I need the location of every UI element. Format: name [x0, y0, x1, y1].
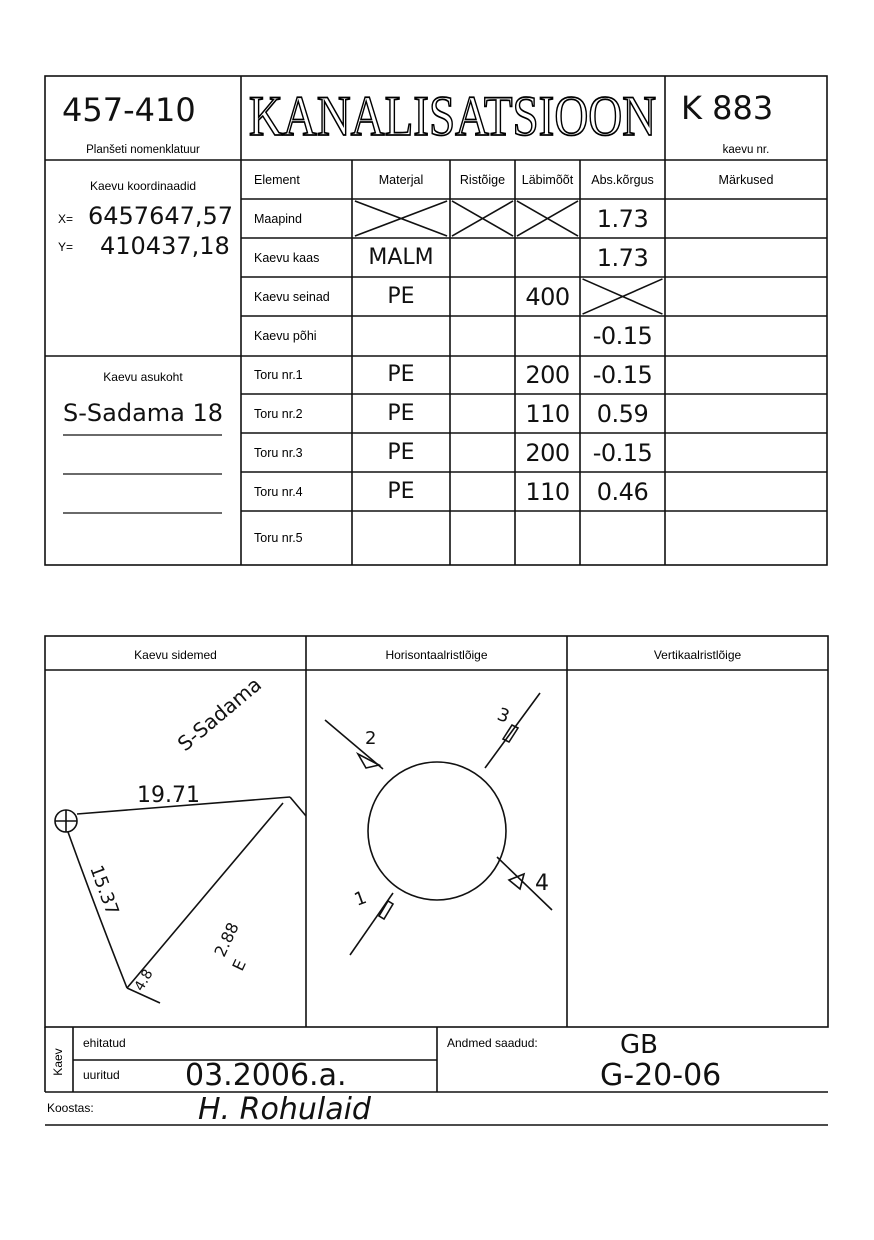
table-row: [242, 472, 827, 511]
table-row: [242, 394, 827, 433]
material-cell: [352, 238, 450, 277]
remarks-cell: [665, 511, 827, 564]
remarks-cell: [665, 433, 827, 472]
material-value: PE: [387, 284, 415, 309]
data-received-initials: GB: [620, 1030, 658, 1060]
table-row: [242, 277, 827, 316]
cross-section-cell: [450, 472, 515, 511]
material-value: PE: [387, 362, 415, 387]
material-value: MALM: [368, 245, 434, 270]
abs-height-cell: [580, 511, 665, 564]
table-row: [242, 238, 827, 277]
material-cell: [352, 394, 450, 433]
remarks-cell: [665, 355, 827, 394]
cross-section-cell: [450, 511, 515, 564]
ties-sketch: [55, 672, 306, 1003]
material-cell: [352, 199, 450, 238]
pipe-1: [350, 887, 393, 955]
connections-table-grid: [45, 636, 828, 1027]
element-name: Toru nr.1: [254, 367, 303, 382]
crossed-mark: [352, 199, 450, 238]
diameter-cell: [515, 199, 580, 238]
remarks-cell: [665, 316, 827, 355]
diameter-cell: [515, 394, 580, 433]
pipe-label-4: 4: [535, 871, 549, 896]
x-coordinate-value: 6457647,57: [88, 202, 234, 230]
cross-section-cell: [450, 238, 515, 277]
crossed-mark: [580, 277, 665, 316]
element-name: Kaevu põhi: [254, 328, 317, 343]
abs-height-value: 1.73: [596, 204, 649, 233]
abs-height-value: -0.15: [592, 360, 653, 389]
page-title: KANALISATSIOON: [248, 84, 657, 149]
pipe-4: [497, 857, 552, 910]
material-cell: [352, 511, 450, 564]
horizontal-section-sketch: [325, 693, 552, 955]
abs-height-cell: [580, 472, 665, 511]
diameter-value: 400: [525, 282, 570, 311]
diameter-value: 200: [525, 360, 570, 389]
header-element: Element: [254, 172, 300, 187]
table-row: [242, 511, 827, 564]
abs-height-cell: [580, 316, 665, 355]
cross-section-cell: [450, 277, 515, 316]
material-value: PE: [387, 479, 415, 504]
well-label-vertical: Kaev: [51, 1048, 65, 1076]
y-prefix: Y=: [58, 240, 74, 254]
remarks-cell: [665, 199, 827, 238]
vertical-section-header: Vertikaalristlõige: [653, 648, 742, 662]
well-number: K 883: [681, 89, 774, 127]
x-prefix: X=: [58, 212, 74, 226]
diameter-cell: [515, 433, 580, 472]
remarks-cell: [665, 238, 827, 277]
material-cell: [352, 277, 450, 316]
data-received-date: G-20-06: [600, 1058, 722, 1093]
element-name: Toru nr.2: [254, 406, 303, 421]
sheet-label: Planšeti nomenklatuur: [86, 144, 200, 156]
remarks-cell: [665, 277, 827, 316]
header-material: Materjal: [378, 172, 424, 187]
material-cell: [352, 472, 450, 511]
diameter-value: 110: [525, 399, 570, 428]
element-name: Toru nr.4: [254, 484, 303, 499]
header-abs-height: Abs.kõrgus: [591, 172, 654, 187]
street-label: S-Sadama: [172, 672, 267, 756]
well-label: kaevu nr.: [722, 144, 770, 156]
header-remarks: Märkused: [718, 172, 774, 187]
remarks-cell: [665, 472, 827, 511]
element-name: Kaevu seinad: [254, 289, 330, 304]
cross-section-cell: [450, 199, 515, 238]
y-coordinate-value: 410437,18: [100, 232, 230, 260]
abs-height-cell: [580, 433, 665, 472]
abs-height-cell: [580, 238, 665, 277]
diameter-cell: [515, 511, 580, 564]
built-label: ehitatud: [83, 1036, 126, 1050]
table-header-row: [242, 160, 827, 199]
compiled-label: Koostas:: [47, 1101, 94, 1115]
element-name: Kaevu kaas: [254, 250, 320, 265]
table-row: [242, 355, 827, 394]
abs-height-cell: [580, 355, 665, 394]
compiled-by-signature: H. Rohulaid: [198, 1092, 371, 1127]
table-row: [242, 316, 827, 355]
abs-height-cell: [580, 199, 665, 238]
abs-height-cell: [580, 277, 665, 316]
element-name: Toru nr.3: [254, 445, 303, 460]
diameter-value: 110: [525, 477, 570, 506]
pipe-label-1: 1: [351, 887, 370, 911]
sheet-number: 457-410: [62, 91, 196, 129]
cross-section-cell: [450, 394, 515, 433]
cross-section-cell: [450, 316, 515, 355]
diameter-value: 200: [525, 438, 570, 467]
table-row: [242, 433, 827, 472]
location-value: S-Sadama 18: [63, 399, 224, 427]
abs-height-value: -0.15: [592, 321, 653, 350]
ties-header: Kaevu sidemed: [134, 648, 217, 662]
abs-height-cell: [580, 394, 665, 433]
cross-section-cell: [450, 433, 515, 472]
distance-left-label: 15.37: [85, 862, 123, 919]
abs-height-value: -0.15: [592, 438, 653, 467]
distance-diag-label: 2.88: [210, 919, 243, 960]
element-name: Maapind: [254, 211, 302, 226]
diameter-cell: [515, 277, 580, 316]
well-symbol-icon: [55, 810, 77, 832]
diameter-cell: [515, 316, 580, 355]
surveyed-value: 03.2006.a.: [185, 1058, 347, 1093]
data-received-label: Andmed saadud:: [447, 1036, 538, 1050]
remarks-cell: [665, 394, 827, 433]
distance-top-label: 19.71: [137, 783, 200, 808]
crossed-mark: [450, 199, 515, 238]
crossed-mark: [515, 199, 580, 238]
cross-section-cell: [450, 355, 515, 394]
pipe-label-3: 3: [494, 703, 513, 728]
well-circle: [368, 762, 506, 900]
pipe-label-2: 2: [365, 728, 377, 749]
material-cell: [352, 316, 450, 355]
diameter-cell: [515, 472, 580, 511]
material-cell: [352, 355, 450, 394]
pipe-2: [325, 720, 383, 769]
distance-diag-suffix: E: [228, 956, 250, 974]
header-cross-section: Ristõige: [459, 172, 506, 187]
diameter-cell: [515, 238, 580, 277]
abs-height-value: 0.59: [596, 399, 649, 428]
material-cell: [352, 433, 450, 472]
material-value: PE: [387, 401, 415, 426]
table-row: [242, 199, 827, 238]
diameter-cell: [515, 355, 580, 394]
corner-label: 4.8: [131, 966, 157, 994]
coordinates-label: Kaevu koordinaadid: [89, 179, 197, 193]
pipe-3: [485, 693, 540, 768]
abs-height-value: 0.46: [596, 477, 649, 506]
location-label: Kaevu asukoht: [103, 370, 183, 384]
surveyed-label: uuritud: [83, 1068, 120, 1082]
header-diameter: Läbimõõt: [521, 172, 574, 187]
horizontal-section-header: Horisontaalristlõige: [385, 648, 488, 662]
abs-height-value: 1.73: [596, 243, 649, 272]
material-value: PE: [387, 440, 415, 465]
element-name: Toru nr.5: [254, 530, 303, 545]
